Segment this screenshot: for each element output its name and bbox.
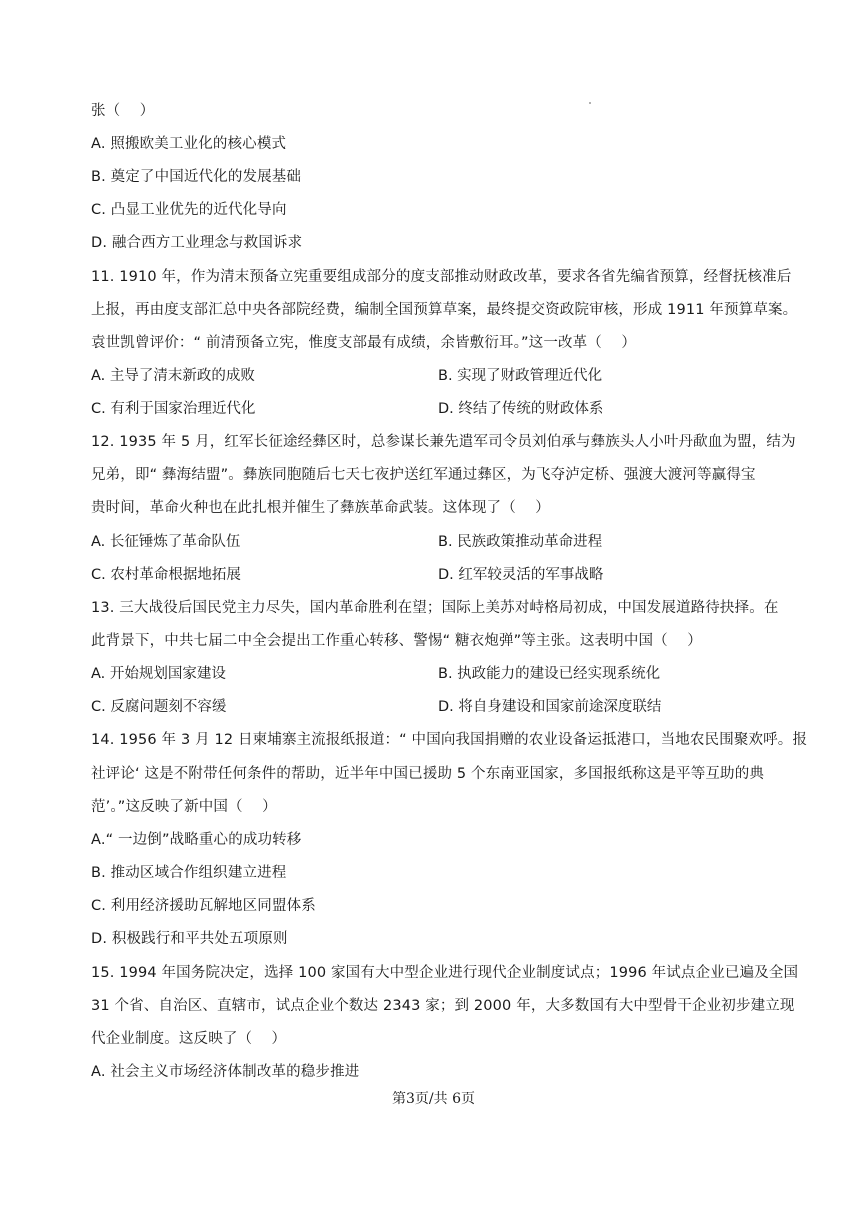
q12-option-d: D. 红军较灵活的军事战略: [438, 567, 604, 583]
page-number: 第3页/共 6页: [392, 1091, 475, 1107]
q14-option-a: A.“ 一边倒”战略重心的成功转移: [91, 832, 302, 848]
q15-stem-line: 代企业制度。这反映了（ ）: [91, 1031, 287, 1047]
q15-stem-line: 31 个省、自治区、直辖市，试点企业个数达 2343 家；到 2000 年，大多数国有大中型骨干企业初步建立现: [91, 998, 795, 1014]
q13-stem-line: 13. 三大战役后国民党主力尽失，国内革命胜利在望；国际上美苏对峙格局初成，中国发展道路待抉择。在: [91, 600, 779, 616]
q12-stem-line: 12. 1935 年 5 月，红军长征途经彝区时，总参谋长兼先遣军司令员刘伯承与彝族头人小叶丹歃血为盟，结为: [91, 434, 796, 450]
q13-option-c: C. 反腐问题刻不容缓: [91, 699, 227, 715]
q10-option-d: D. 融合西方工业理念与救国诉求: [91, 235, 303, 251]
q14-option-c: C. 利用经济援助瓦解地区同盟体系: [91, 898, 316, 914]
q10-option-a: A. 照搬欧美工业化的核心模式: [91, 136, 287, 152]
q11-option-a: A. 主导了清末新政的成败: [91, 368, 255, 384]
q14-stem-line: 社评论‘ 这是不附带任何条件的帮助，近半年中国已援助 5 个东南亚国家，多国报纸称这是平等互助的典: [91, 766, 765, 782]
q13-option-a: A. 开始规划国家建设: [91, 666, 226, 682]
q11-option-b: B. 实现了财政管理近代化: [438, 368, 603, 384]
q11-option-d: D. 终结了传统的财政体系: [438, 401, 604, 417]
q10-stem-tail: 张（ ）: [91, 103, 155, 119]
q12-stem-line: 贵时间，革命火种也在此扎根并催生了彝族革命武装。这体现了（ ）: [91, 500, 550, 516]
q15-stem-line: 15. 1994 年国务院决定，选择 100 家国有大中型企业进行现代企业制度试点；1996 年试点企业已遍及全国: [91, 965, 799, 981]
q14-option-d: D. 积极践行和平共处五项原则: [91, 931, 288, 947]
q12-option-c: C. 农村革命根据地拓展: [91, 567, 241, 583]
q12-option-b: B. 民族政策推动革命进程: [438, 534, 603, 550]
q14-option-b: B. 推动区域合作组织建立进程: [91, 865, 287, 881]
q11-stem-line: 11. 1910 年，作为清末预备立宪重要组成部分的度支部推动财政改革，要求各省先编省预算，经督抚核准后: [91, 269, 792, 285]
q13-option-b: B. 执政能力的建设已经实现系统化: [438, 666, 661, 682]
q15-option-a: A. 社会主义市场经济体制改革的稳步推进: [91, 1064, 360, 1080]
q11-option-c: C. 有利于国家治理近代化: [91, 401, 256, 417]
q12-option-a: A. 长征锤炼了革命队伍: [91, 534, 241, 550]
q11-stem-line: 上报，再由度支部汇总中央各部院经费，编制全国预算草案，最终提交资政院审核，形成 1911 年预算草案。: [91, 302, 798, 318]
q14-stem-line: 范’。”这反映了新中国（ ）: [91, 799, 277, 815]
q10-option-b: B. 奠定了中国近代化的发展基础: [91, 169, 302, 185]
q14-stem-line: 14. 1956 年 3 月 12 日柬埔寨主流报纸报道：“ 中国向我国捐赠的农业设备运抵港口，当地农民围聚欢呼。报: [91, 732, 808, 748]
q13-option-d: D. 将自身建设和国家前途深度联结: [438, 699, 662, 715]
q13-stem-line: 此背景下，中共七届二中全会提出工作重心转移、警惕“ 糖衣炮弹”等主张。这表明中国（ ）: [91, 633, 702, 649]
q10-option-c: C. 凸显工业优先的近代化导向: [91, 202, 287, 218]
q12-stem-line: 兄弟，即“ 彝海结盟”。彝族同胞随后七天七夜护送红军通过彝区，为飞夺泸定桥、强渡大渡河等赢得宝: [91, 467, 756, 483]
q11-stem-line: 袁世凯曾评价：“ 前清预备立宪，惟度支部最有成绩，余皆敷衍耳。”这一改革（ ）: [91, 335, 636, 351]
